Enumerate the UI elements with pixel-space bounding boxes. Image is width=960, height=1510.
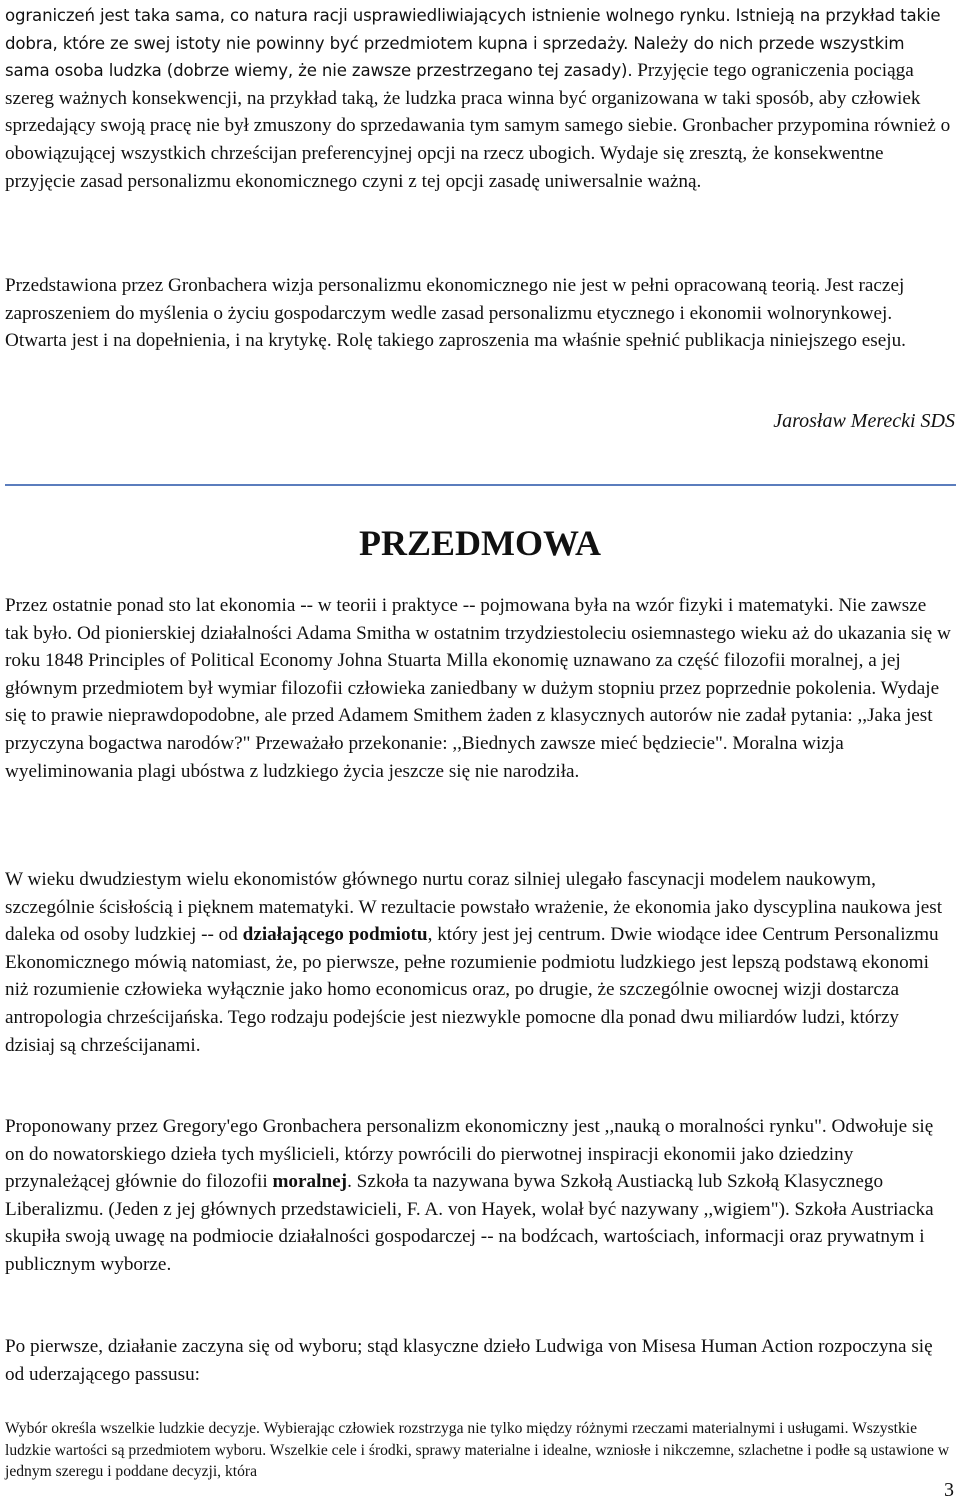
page-number: 3 bbox=[944, 1479, 954, 1501]
section-divider bbox=[5, 484, 956, 486]
paragraph-3-text-b: . Szkoła ta nazywana bywa Szkołą Austiacką lub Szkołą Klasycznego Liberalizmu. (Jeden z jej głównych przedstawicieli, F. A. von Hayek, wolał być nazywany ,,wigiem"). Szkoła Austriacka skupiła swoją uwagę na podmiocie działalności gospodarczej -- na bodźcach, wartościach, informacji oraz prywatnym i publicznym wyborze. bbox=[5, 1171, 934, 1275]
paragraph-1: Przez ostatnie ponad sto lat ekonomia -- w teorii i praktyce -- pojmowana była na wzór fizyki i matematyki. Nie zawsze tak było. Od pionierskiej działalności Adama Smitha w ostatnim trzydziestoleciu osiemnastego wieku aż do ukazania się w roku 1848 Principles of Political Economy Johna Stuarta Milla ekonomię uznawano za część filozofii moralnej, a jej głównym przedmiotem był wymiar filozofii człowieka zaniedbany w dużym stopniu przez poprzednie pokolenia. Wydaje się to prawie nieprawdopodobne, ale przed Adamem Smithem żaden z klasycznych autorów nie zadał pytania: ,,Jaka jest przyczyna bogactwa narodów?" Przeważało przekonanie: ,,Biednych zawsze mieć będziecie". Moralna wizja wyeliminowania plagi ubóstwa z ludzkiego życia jeszcze się nie narodziła. bbox=[5, 595, 951, 782]
paragraph-2 bbox=[5, 866, 951, 1059]
paragraph-intro-serif: Przyjęcie tego ograniczenia pociąga szereg ważnych konsekwencji, na przykład taką, że ludzka praca winna być organizowana w taki sposób, aby człowiek sprzedający swoją pracę nie był zmuszony do sprzedawania tym samym samego siebie. Gronbacher przypomina również o obowiązującej wszystkich chrześcijan preferencyjnej opcji na rzecz ubogich. Wydaje się zresztą, że konsekwentne przyjęcie zasad personalizmu ekonomicznego czyni z tej opcji zasadę uniwersalnie ważną. bbox=[5, 60, 951, 192]
paragraph-3-text-a: Proponowany przez Gregory'ego Gronbachera personalizm ekonomiczny jest ,,nauką o moralności rynku". Odwołuje się on do nowatorskiego dzieła tych myślicieli, którzy powrócili do pierwotnej inspiracji ekonomii jako dziedziny przynależącej głównie do filozofii bbox=[5, 1116, 934, 1193]
block-quote: Wybór określa wszelkie ludzkie decyzje. Wybierając człowiek rozstrzyga nie tylko między różnymi rzeczami materialnymi i usługami. Wszystkie ludzkie wartości są przedmiotem wyboru. Wszelkie cele i środki, sprawy materialne i idealne, wzniosłe i nikczemne, szlachetne i podłe są ustawione w jednym szeregu i poddane decyzji, która bbox=[5, 1420, 950, 1480]
paragraph-2-text-a: W wieku dwudziestym wielu ekonomistów głównego nurtu coraz silniej ulegało fascynacji modelem naukowym, szczególnie ścisłością i pięknem matematyki. W rezultacie powstało wrażenie, że ekonomia jako dyscyplina naukowa jest daleka od osoby ludzkiej -- od bbox=[5, 869, 943, 946]
paragraph-summary: Przedstawiona przez Gronbachera wizja personalizmu ekonomicznego nie jest w pełni opracowaną teorią. Jest raczej zaproszeniem do myślenia o życiu gospodarczym wedle zasad personalizmu etycznego i ekonomii wolnorynkowej. Otwarta jest i na dopełnienia, i na krytykę. Rolę takiego zaproszenia ma właśnie spełnić publikacja niniejszego eseju. bbox=[5, 275, 906, 352]
paragraph-2-bold: działającego podmiotu bbox=[242, 924, 428, 946]
section-heading: PRZEDMOWA bbox=[359, 523, 601, 563]
paragraph-3 bbox=[5, 1113, 951, 1279]
paragraph-intro-sans: ograniczeń jest taka sama, co natura racji usprawiedliwiających istnienie wolnego rynku. Istnieją na przykład takie dobra, które ze swej istoty nie powinny być przedmiotem kupna i sprzedaży. Należy do nich przede wszystkim sama osoba ludzka (dobrze wiemy, że nie zawsze przestrzegano tej zasady). bbox=[5, 6, 941, 81]
signature: Jarosław Merecki SDS bbox=[773, 410, 955, 432]
paragraph-2-text-b: , który jest jej centrum. Dwie wiodące idee Centrum Personalizmu Ekonomicznego mówią natomiast, że, po pierwsze, pełne rozumienie podmiotu ludzkiego jest lepszą podstawą ekonomi niż rozumienie człowieka wyłącznie jako homo economicus oraz, po drugie, że szczególnie owocnej wizji dostarcza antropologia chrześcijańska. Tego rodzaju podejście jest niezwykle pomocne dla ponad dwu miliardów ludzi, którzy dzisiaj są chrześcijanami. bbox=[5, 924, 939, 1056]
paragraph-3-bold: moralnej bbox=[272, 1171, 348, 1193]
paragraph-intro bbox=[5, 2, 951, 195]
paragraph-4: Po pierwsze, działanie zaczyna się od wyboru; stąd klasyczne dzieło Ludwiga von Misesa Human Action rozpoczyna się od uderzającego passusu: bbox=[5, 1336, 933, 1385]
